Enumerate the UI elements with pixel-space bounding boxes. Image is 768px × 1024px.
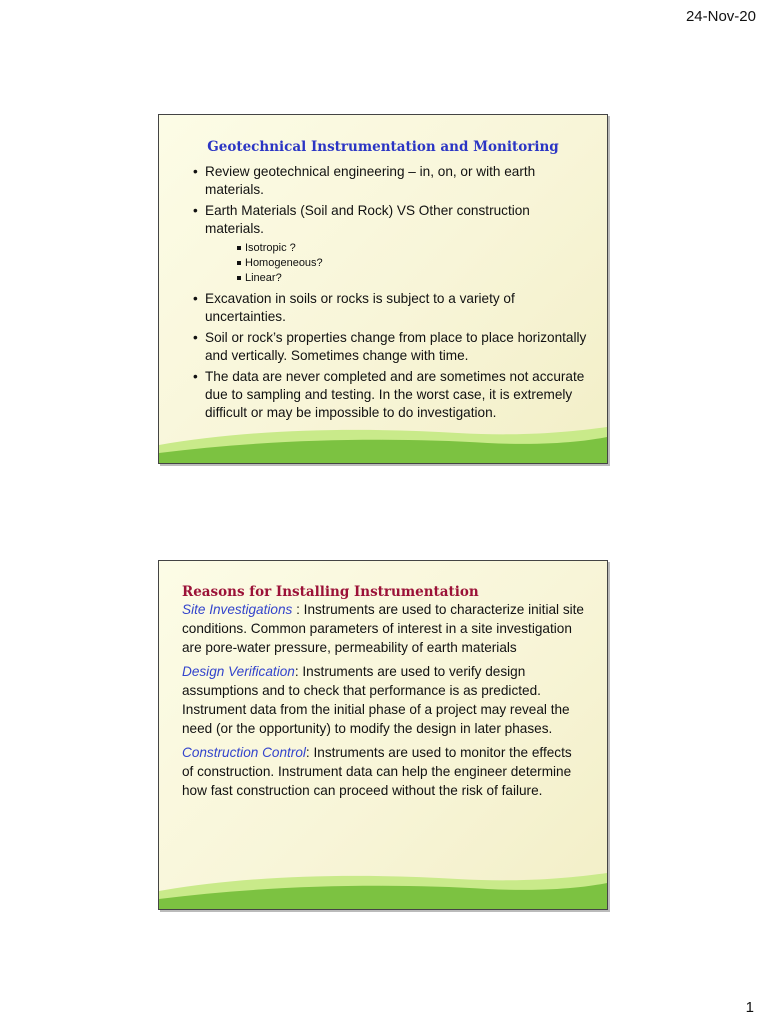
paragraph-separator: : bbox=[305, 745, 314, 760]
construction-control-paragraph bbox=[159, 743, 607, 800]
grass-decoration bbox=[159, 423, 607, 463]
grass-decoration bbox=[159, 869, 607, 909]
page-number: 1 bbox=[745, 999, 754, 1016]
page-date: 24-Nov-20 bbox=[685, 8, 756, 25]
sub-bullet-item: Isotropic ? bbox=[236, 241, 607, 256]
sub-bullet-item: Homogeneous? bbox=[236, 256, 607, 271]
sub-bullet-item: Linear? bbox=[236, 271, 607, 286]
paragraph-lead: Site Investigations bbox=[182, 602, 293, 617]
slide-geotechnical-instrumentation bbox=[158, 114, 608, 464]
design-verification-paragraph bbox=[159, 662, 607, 738]
paragraph-separator: : bbox=[294, 664, 303, 679]
paragraph-lead: Construction Control bbox=[182, 745, 306, 760]
bullet-list bbox=[159, 290, 607, 422]
paragraph-lead: Design Verification bbox=[182, 664, 295, 679]
bullet-item: • Review geotechnical engineering – in, on, or with earth materials. bbox=[194, 163, 587, 199]
bullet-item: • Excavation in soils or rocks is subject to a variety of uncertainties. bbox=[194, 290, 587, 326]
paragraph-text: Instruments are used to verify design assumptions and to check that performance is as predicted. Instrument data from the initial phase of a project may reveal the need (or the opportunity) to modify the design in later phases. bbox=[182, 664, 570, 736]
paragraph-text: Instruments are used to monitor the effects of construction. Instrument data can help the engineer determine how fast construction can proceed without the risk of failure. bbox=[182, 745, 572, 798]
slide-title: Reasons for Installing Instrumentation bbox=[182, 584, 479, 600]
slide-title: Geotechnical Instrumentation and Monitoring bbox=[207, 139, 559, 155]
bullet-item: • Earth Materials (Soil and Rock) VS Other construction materials. bbox=[194, 202, 587, 238]
sub-bullet-list bbox=[159, 241, 607, 286]
site-investigations-paragraph bbox=[159, 600, 607, 657]
paragraph-separator: : bbox=[292, 602, 304, 617]
bullet-list bbox=[159, 163, 607, 238]
slide-reasons-instrumentation bbox=[158, 560, 608, 910]
paragraph-text: Instruments are used to characterize initial site conditions. Common parameters of interest in a site investigation are pore-water pressure, permeability of earth materials bbox=[182, 602, 584, 655]
bullet-item: • The data are never completed and are sometimes not accurate due to sampling and testing. In the worst case, it is extremely difficult or may be impossible to do investigation. bbox=[194, 368, 587, 422]
bullet-item: • Soil or rock’s properties change from place to place horizontally and vertically. Sometimes change with time. bbox=[194, 329, 587, 365]
